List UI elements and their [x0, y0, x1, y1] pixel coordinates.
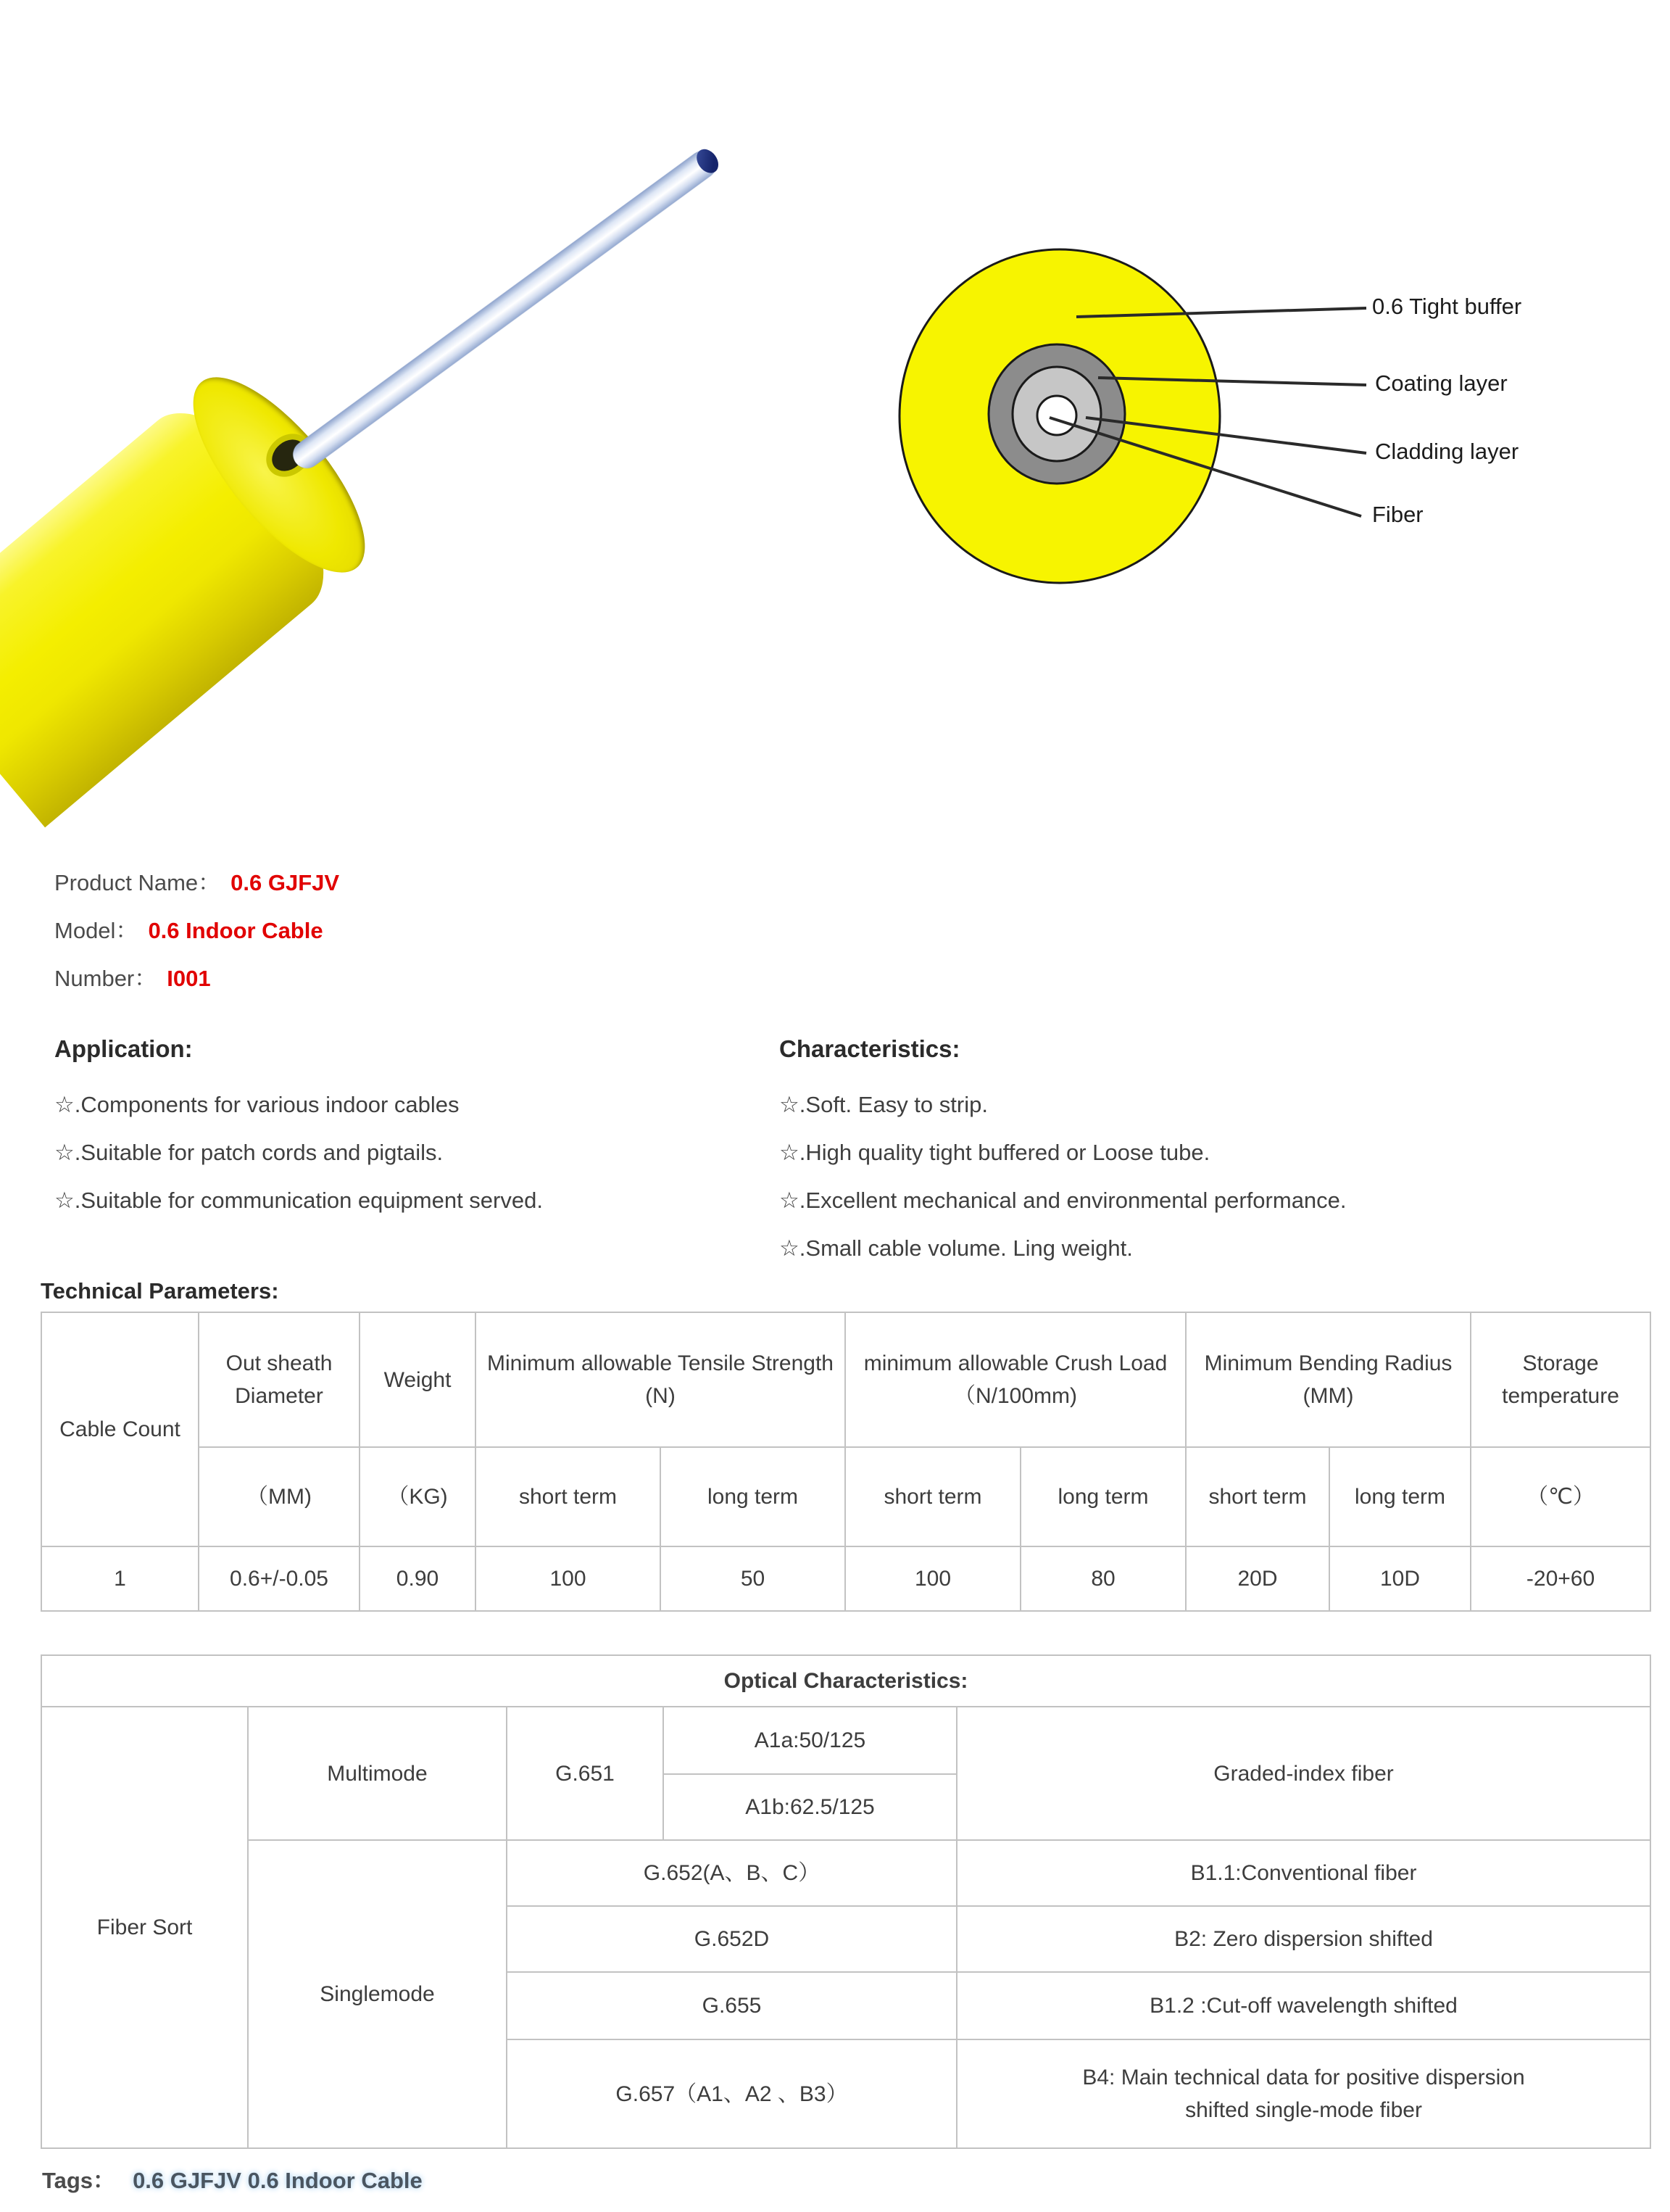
application-item: ☆.Suitable for communication equipment served. [54, 1188, 543, 1213]
tech-header-storage: Storage temperature [1471, 1312, 1650, 1447]
label-fiber: Fiber [1372, 502, 1424, 527]
label-cladding-layer: Cladding layer [1375, 439, 1519, 464]
tech-data-row [41, 1546, 1650, 1611]
tech-value-diameter: 0.6+/-0.05 [199, 1546, 360, 1611]
cable-photo [29, 102, 761, 754]
tech-value-tensile-long: 50 [660, 1546, 845, 1611]
number-value: I001 [167, 966, 211, 991]
application-item: ☆.Suitable for patch cords and pigtails. [54, 1140, 444, 1165]
tech-value-crush-short: 100 [845, 1546, 1021, 1611]
tech-value-bending-short: 20D [1186, 1546, 1329, 1611]
tech-value-weight: 0.90 [360, 1546, 475, 1611]
model-value: 0.6 Indoor Cable [148, 918, 323, 943]
tech-header-weight: Weight [360, 1312, 475, 1447]
tech-header-row-1 [41, 1312, 1650, 1447]
tags-label: Tags： [42, 2168, 116, 2193]
optical-multimode: Multimode [248, 1707, 507, 1840]
characteristics-item: ☆.Excellent mechanical and environmental performance. [779, 1188, 1347, 1213]
tech-subheader-mm: （MM) [199, 1447, 360, 1546]
product-info [54, 864, 339, 1008]
application-item: ☆.Components for various indoor cables [54, 1092, 460, 1117]
optical-graded-index: Graded-index fiber [957, 1707, 1650, 1840]
tech-subheader-long-term: long term [1329, 1447, 1471, 1546]
optical-row-g652 [41, 1840, 1650, 1906]
optical-a1b: A1b:62.5/125 [663, 1774, 957, 1840]
number-row [54, 960, 339, 1008]
model-row [54, 912, 339, 960]
tech-value-bending-long: 10D [1329, 1546, 1471, 1611]
tags-link[interactable]: 0.6 GJFJV 0.6 Indoor Cable [133, 2168, 423, 2193]
characteristics-section [779, 1035, 1627, 1285]
tech-value-tensile-short: 100 [475, 1546, 660, 1611]
optical-g651: G.651 [507, 1707, 663, 1840]
optical-row-a1a [41, 1707, 1650, 1774]
optical-title: Optical Characteristics: [41, 1655, 1650, 1707]
product-name-value: 0.6 GJFJV [230, 870, 340, 895]
model-label: Model： [54, 918, 138, 943]
tech-header-tensile: Minimum allowable Tensile Strength (N) [475, 1312, 845, 1447]
optical-fiber-sort: Fiber Sort [41, 1707, 248, 2148]
tech-header-crush: minimum allowable Crush Load （N/100mm) [845, 1312, 1186, 1447]
tech-subheader-short-term: short term [475, 1447, 660, 1546]
number-label: Number： [54, 966, 157, 991]
tags-row [42, 2162, 423, 2195]
optical-b2: B2: Zero dispersion shifted [957, 1906, 1650, 1972]
optical-b4-text: B4: Main technical data for positive dispersion shifted single-mode fiber [1082, 2066, 1525, 2122]
optical-g652: G.652(A、B、C） [507, 1840, 957, 1906]
tech-subheader-long-term: long term [660, 1447, 845, 1546]
tech-subheader-kg: （KG) [360, 1447, 475, 1546]
tech-value-crush-long: 80 [1021, 1546, 1186, 1611]
tech-header-out-sheath: Out sheath Diameter [199, 1312, 360, 1447]
application-section [54, 1035, 750, 1237]
tech-subheader-short-term: short term [845, 1447, 1021, 1546]
technical-parameters-title: Technical Parameters: [41, 1278, 279, 1304]
tech-value-storage: -20+60 [1471, 1546, 1650, 1611]
optical-characteristics-table [41, 1654, 1651, 2149]
tech-subheader-short-term: short term [1186, 1447, 1329, 1546]
tech-subheader-celsius: （℃） [1471, 1447, 1650, 1546]
fiber-core-circle [1037, 396, 1076, 435]
tech-header-cable-count: Cable Count [41, 1312, 199, 1546]
label-coating-layer: Coating layer [1375, 370, 1508, 396]
label-tight-buffer: 0.6 Tight buffer [1372, 294, 1522, 319]
optical-singlemode: Singlemode [248, 1840, 507, 2148]
application-title: Application: [54, 1035, 193, 1062]
characteristics-item: ☆.High quality tight buffered or Loose tube. [779, 1140, 1210, 1165]
tech-header-bending: Minimum Bending Radius (MM) [1186, 1312, 1471, 1447]
optical-b11: B1.1:Conventional fiber [957, 1840, 1650, 1906]
optical-a1a: A1a:50/125 [663, 1707, 957, 1774]
characteristics-item: ☆.Small cable volume. Ling weight. [779, 1235, 1133, 1261]
product-name-row [54, 864, 339, 912]
tech-subheader-long-term: long term [1021, 1447, 1186, 1546]
bare-fiber-rod [288, 145, 722, 473]
optical-g655: G.655 [507, 1972, 957, 2039]
technical-parameters-table [41, 1312, 1651, 1612]
characteristics-item: ☆.Soft. Easy to strip. [779, 1092, 988, 1117]
optical-b4 [957, 2039, 1650, 2148]
tech-header-row-2 [41, 1447, 1650, 1546]
tech-value-cable-count: 1 [41, 1546, 199, 1611]
optical-g657: G.657（A1、A2 、B3） [507, 2039, 957, 2148]
optical-title-row [41, 1655, 1650, 1707]
cross-section-diagram [870, 232, 1384, 609]
product-name-label: Product Name： [54, 870, 221, 895]
optical-b12: B1.2 :Cut-off wavelength shifted [957, 1972, 1650, 2039]
optical-g652d: G.652D [507, 1906, 957, 1972]
characteristics-title: Characteristics: [779, 1035, 960, 1062]
